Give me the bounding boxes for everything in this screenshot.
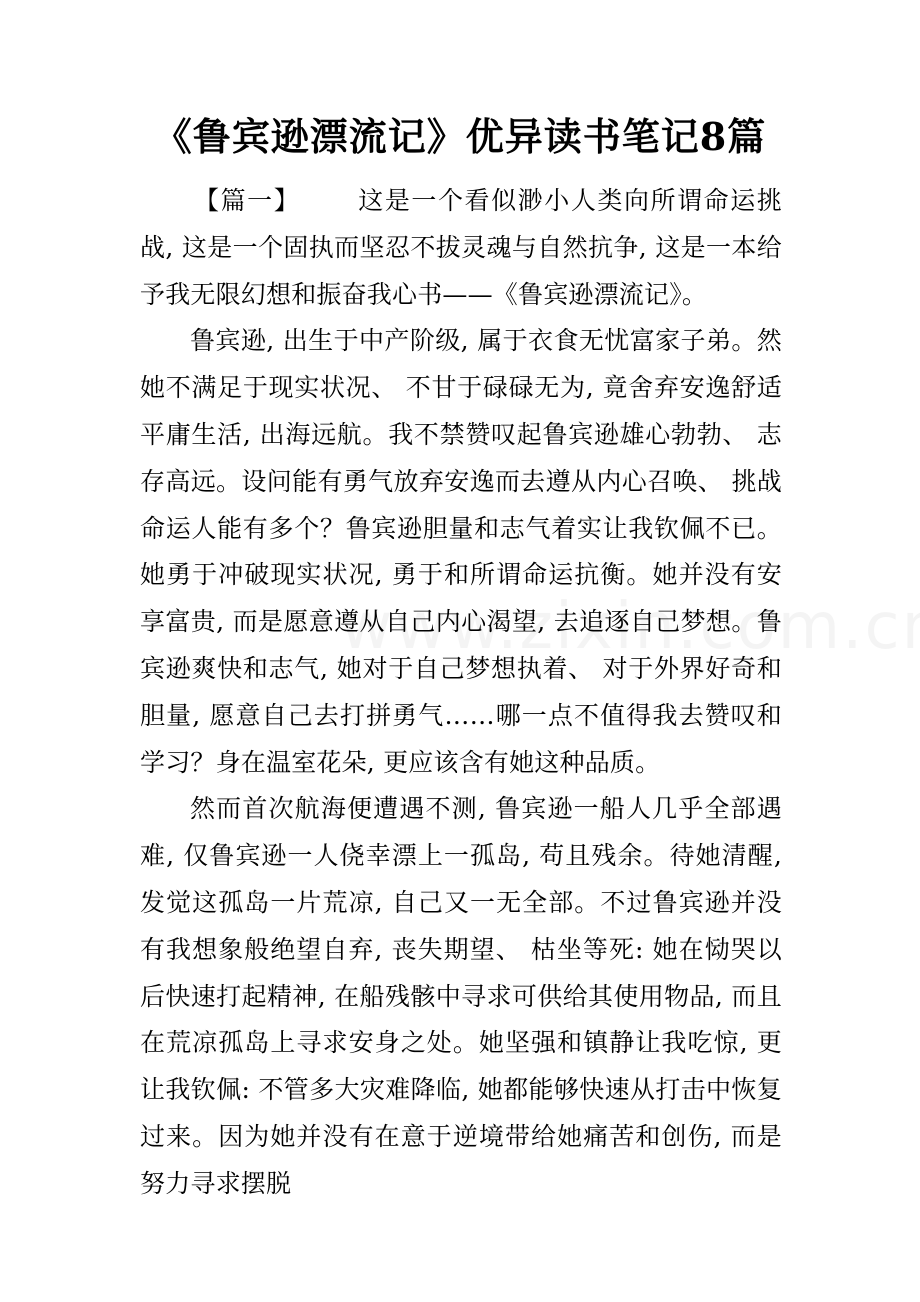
- paragraph-1-text: 这是一个看似渺小人类向所谓命运挑战, 这是一个固执而坚忍不拔灵魂与自然抗争, 这是一本给予我无限幻想和振奋我心书——《鲁宾逊漂流记》。: [140, 186, 782, 309]
- paragraph-3-text: 然而首次航海便遭遇不测, 鲁宾逊一船人几乎全部遇难, 仅鲁宾逊一人侥幸漂上一孤岛, 苟且残余。待她清醒, 发觉这孤岛一片荒凉, 自己又一无全部。不过鲁宾逊并没有我想象般绝望自弃, 丧失期望、 枯坐等死: 她在恸哭以后快速打起精神, 在船残骸中寻求可供给其使用物品, 而且在荒凉孤岛上寻求安身之处。她坚强和镇静让我吃惊, 更让我钦佩: 不管多大灾难降临, 她都能够快速从打击中恢复过来。因为她并没有在意于逆境带给她痛苦和创伤, 而是努力寻求摆脱: [140, 794, 782, 1198]
- paragraph-1: [140, 178, 782, 318]
- paragraph-3: [140, 786, 782, 1207]
- section-marker: 【篇一】: [194, 186, 301, 215]
- paragraph-2-text: 鲁宾逊, 出生于中产阶级, 属于衣食无忧富家子弟。然她不满足于现实状况、 不甘于碌碌无为, 竟舍弃安逸舒适平庸生活, 出海远航。我不禁赞叹起鲁宾逊雄心勃勃、 志存高远。设问能有勇气放弃安逸而去遵从内心召唤、 挑战命运人能有多个？鲁宾逊胆量和志气着实让我钦佩不已。她勇于冲破现实状况, 勇于和所谓命运抗衡。她并没有安享富贵, 而是愿意遵从自己内心渴望, 去追逐自己梦想。鲁宾逊爽快和志气, 她对于自己梦想执着、 对于外界好奇和胆量, 愿意自己去打拼勇气……哪一点不值得我去赞叹和学习？身在温室花朵, 更应该含有她这种品质。: [140, 326, 782, 777]
- page-title: 《鲁宾逊漂流记》优异读书笔记8篇: [153, 114, 767, 159]
- document-body: [140, 178, 782, 1208]
- paragraph-2: [140, 318, 782, 786]
